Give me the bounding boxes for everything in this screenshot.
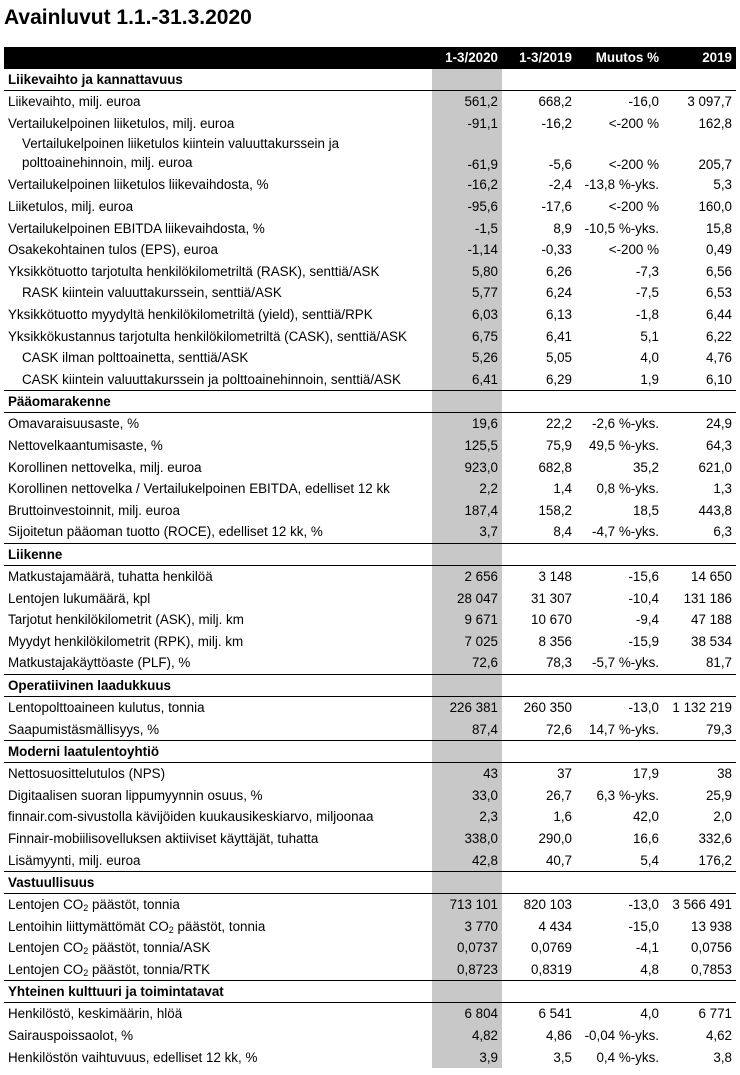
value-current-period: 72,6 (432, 652, 502, 674)
value-change: 0,8 %-yks. (596, 481, 659, 497)
section-title: Vastuullisuus (4, 871, 432, 893)
empty-cell (576, 674, 663, 696)
key-figures-table (4, 47, 736, 1068)
value-previous-period: 260 350 (523, 699, 572, 715)
table-row (4, 609, 736, 631)
section-title: Yhteinen kulttuuri ja toimintatavat (4, 981, 432, 1003)
value-previous-period: 72,6 (545, 721, 572, 737)
section-title: Moderni laatulentoyhtiö (4, 740, 432, 762)
value-change: 0,4 %-yks. (596, 1049, 659, 1065)
value-change: -13,8 %-yks. (584, 177, 659, 193)
row-label: Myydyt henkilökilometrit (RPK), milj. km (8, 633, 244, 649)
empty-cell (663, 391, 736, 413)
value-change: -7,5 (635, 285, 659, 301)
value-current-period: 42,8 (432, 849, 502, 871)
value-year: 0,7853 (691, 961, 732, 977)
value-year: 621,0 (698, 459, 732, 475)
value-previous-period: 8 356 (538, 633, 572, 649)
value-current-period: 3,7 (432, 521, 502, 543)
empty-cell (663, 871, 736, 893)
section-header-row (4, 391, 736, 413)
table-row (4, 762, 736, 784)
value-current-period: 0,0737 (432, 937, 502, 959)
value-change: -2,6 %-yks. (592, 416, 659, 432)
value-current-period: 43 (432, 762, 502, 784)
value-year: 160,0 (698, 199, 732, 215)
value-previous-period: 0,8319 (531, 961, 572, 977)
section-header-row (4, 674, 736, 696)
value-current-period: -61,9 (432, 134, 502, 174)
row-label: Sairauspoissaolot, % (8, 1028, 134, 1044)
value-current-period: -91,1 (432, 113, 502, 135)
value-previous-period: -0,33 (541, 242, 572, 258)
table-row (4, 261, 736, 283)
table-row (4, 587, 736, 609)
value-year: 162,8 (698, 115, 732, 131)
section-title: Pääomarakenne (4, 391, 432, 413)
empty-cell (576, 981, 663, 1003)
value-previous-period: -5,6 (548, 157, 572, 173)
table-row (4, 1046, 736, 1068)
highlight-cell (432, 981, 502, 1003)
table-row (4, 282, 736, 304)
column-header-change: Muutos % (576, 47, 663, 69)
value-change: <-200 % (608, 242, 659, 258)
table-row (4, 696, 736, 718)
table-row (4, 478, 736, 500)
row-label: Bruttoinvestoinnit, milj. euroa (8, 502, 180, 518)
value-year: 4,76 (705, 350, 732, 366)
value-current-period: 561,2 (432, 91, 502, 113)
row-label: Tarjotut henkilökilometrit (ASK), milj. km (8, 612, 244, 628)
value-year: 6,53 (705, 285, 732, 301)
value-year: 64,3 (705, 438, 732, 454)
highlight-cell (432, 391, 502, 413)
row-label: finnair.com-sivustolla kävijöiden kuukausikeskiarvo, miljoonaa (8, 809, 374, 825)
value-year: 3 566 491 (672, 897, 732, 913)
empty-cell (576, 391, 663, 413)
empty-cell (576, 871, 663, 893)
value-previous-period: 6,13 (545, 307, 572, 323)
value-change: -0,04 %-yks. (584, 1028, 659, 1044)
table-row (4, 915, 736, 937)
row-label: Yksikkötuotto tarjotulta henkilökilometriltä (RASK), senttiä/ASK (8, 263, 380, 279)
row-label: Omavaraisuusaste, % (8, 416, 139, 432)
value-change: -10,5 %-yks. (584, 220, 659, 236)
table-row (4, 652, 736, 674)
column-header-year: 2019 (663, 47, 736, 69)
value-year: 6 771 (698, 1006, 732, 1022)
value-change: 35,2 (632, 459, 659, 475)
value-year: 6,3 (713, 524, 732, 540)
highlight-cell (432, 69, 502, 91)
highlight-cell (432, 674, 502, 696)
table-row (4, 217, 736, 239)
value-change: -1,8 (635, 307, 659, 323)
value-change: 4,0 (640, 350, 659, 366)
value-change: 14,7 %-yks. (589, 721, 659, 737)
value-year: 24,9 (705, 416, 732, 432)
value-change: 4,0 (640, 1006, 659, 1022)
row-label: Matkustajamäärä, tuhatta henkilöä (8, 568, 213, 584)
value-change: -4,1 (635, 940, 659, 956)
value-previous-period: 78,3 (545, 655, 572, 671)
row-label: Vertailukelpoinen liiketulos kiintein valuuttakurssein ja polttoainehinnoin, milj. euroa (22, 136, 340, 171)
table-row (4, 806, 736, 828)
value-current-period: 5,26 (432, 347, 502, 369)
value-previous-period: 1,4 (553, 481, 572, 497)
value-year: 14 650 (691, 568, 732, 584)
value-previous-period: 1,6 (553, 809, 572, 825)
row-label: Lentojen $CO_2$ päästöt, tonnia/ASK (8, 940, 211, 957)
value-previous-period: 6,26 (545, 263, 572, 279)
row-label: Henkilöstö, keskimäärin, hlöä (8, 1006, 183, 1022)
value-year: 79,3 (705, 721, 732, 737)
empty-cell (502, 981, 576, 1003)
value-previous-period: 5,05 (545, 350, 572, 366)
table-row (4, 134, 736, 174)
empty-cell (502, 740, 576, 762)
value-year: 1 132 219 (672, 699, 732, 715)
value-year: 3 097,7 (687, 94, 732, 110)
value-previous-period: 37 (557, 766, 572, 782)
table-row (4, 893, 736, 915)
table-row (4, 239, 736, 261)
value-change: 4,8 (640, 961, 659, 977)
column-header-current-period: 1-3/2020 (432, 47, 502, 69)
value-current-period: 7 025 (432, 630, 502, 652)
value-change: 16,6 (632, 830, 659, 846)
value-change: -13,0 (628, 897, 659, 913)
value-year: 6,56 (705, 263, 732, 279)
value-current-period: 19,6 (432, 413, 502, 435)
value-previous-period: 10 670 (531, 612, 572, 628)
empty-cell (502, 543, 576, 565)
value-change: 18,5 (632, 502, 659, 518)
value-change: 5,1 (640, 328, 659, 344)
empty-cell (663, 981, 736, 1003)
table-row (4, 196, 736, 218)
empty-cell (576, 740, 663, 762)
empty-cell (502, 674, 576, 696)
value-change: -7,3 (635, 263, 659, 279)
value-change: -16,0 (628, 94, 659, 110)
table-row (4, 828, 736, 850)
value-previous-period: 0,0769 (531, 940, 572, 956)
value-change: -15,9 (628, 633, 659, 649)
value-current-period: 6,03 (432, 304, 502, 326)
empty-cell (663, 740, 736, 762)
value-current-period: 923,0 (432, 456, 502, 478)
row-label: Vertailukelpoinen EBITDA liikevaihdosta, % (8, 220, 265, 236)
highlight-cell (432, 543, 502, 565)
section-title: Liikevaihto ja kannattavuus (4, 69, 432, 91)
value-previous-period: 26,7 (545, 787, 572, 803)
row-label: RASK kiintein valuuttakurssein, senttiä/ASK (22, 285, 282, 301)
row-label: Lentojen $CO_2$ päästöt, tonnia/RTK (8, 961, 211, 978)
value-change: 5,4 (640, 852, 659, 868)
table-row (4, 500, 736, 522)
highlight-cell (432, 871, 502, 893)
empty-cell (663, 674, 736, 696)
row-label: Lentojen lukumäärä, kpl (8, 590, 151, 606)
value-change: 1,9 (640, 371, 659, 387)
value-previous-period: -17,6 (541, 199, 572, 215)
value-previous-period: 8,4 (553, 524, 572, 540)
value-current-period: 3 770 (432, 915, 502, 937)
value-year: 25,9 (705, 787, 732, 803)
table-row (4, 521, 736, 543)
value-year: 6,10 (705, 371, 732, 387)
value-previous-period: 820 103 (523, 897, 572, 913)
value-change: <-200 % (608, 115, 659, 131)
row-label: Lentopolttoaineen kulutus, tonnia (8, 699, 205, 715)
value-current-period: -1,14 (432, 239, 502, 261)
empty-cell (502, 391, 576, 413)
row-label: Finnair-mobiilisovelluksen aktiiviset käyttäjät, tuhatta (8, 830, 319, 846)
table-row (4, 565, 736, 587)
page-title: Avainluvut 1.1.-31.3.2020 (4, 6, 252, 29)
row-label: Liiketulos, milj. euroa (8, 199, 134, 215)
value-year: 4,62 (705, 1028, 732, 1044)
value-year: 38 534 (691, 633, 732, 649)
row-label: Nettosuosittelutulos (NPS) (8, 766, 166, 782)
section-header-row (4, 740, 736, 762)
value-previous-period: 75,9 (545, 438, 572, 454)
row-label: Lentoihin liittymättömät $CO_2$ päästöt, tonnia (8, 918, 266, 935)
value-current-period: 2,2 (432, 478, 502, 500)
section-header-row (4, 543, 736, 565)
value-year: 5,3 (713, 177, 732, 193)
value-current-period: 187,4 (432, 500, 502, 522)
empty-cell (502, 871, 576, 893)
row-label: Henkilöstön vaihtuvuus, edelliset 12 kk, % (8, 1049, 258, 1065)
row-label: Liikevaihto, milj. euroa (8, 94, 141, 110)
table-row (4, 849, 736, 871)
value-previous-period: -16,2 (541, 115, 572, 131)
value-change: -15,6 (628, 568, 659, 584)
value-year: 3,8 (713, 1049, 732, 1065)
row-label: Vertailukelpoinen liiketulos liikevaihdosta, % (8, 177, 269, 193)
row-label: Lentojen $CO_2$ päästöt, tonnia (8, 897, 180, 914)
row-label: Korollinen nettovelka / Vertailukelpoinen EBITDA, edelliset 12 kk (8, 481, 390, 497)
table-row (4, 347, 736, 369)
value-current-period: 125,5 (432, 435, 502, 457)
value-current-period: 713 101 (432, 893, 502, 915)
value-previous-period: 3 148 (538, 568, 572, 584)
value-previous-period: 4,86 (545, 1028, 572, 1044)
section-title: Operatiivinen laadukkuus (4, 674, 432, 696)
value-year: 15,8 (705, 220, 732, 236)
value-current-period: 6,41 (432, 369, 502, 391)
highlight-cell (432, 740, 502, 762)
value-change: -13,0 (628, 699, 659, 715)
value-year: 6,44 (705, 307, 732, 323)
row-label: CASK ilman polttoainetta, senttiä/ASK (22, 350, 249, 366)
value-change: -10,4 (628, 590, 659, 606)
table-row (4, 1025, 736, 1047)
value-previous-period: 40,7 (545, 852, 572, 868)
row-label: Matkustajakäyttöaste (PLF), % (8, 655, 191, 671)
section-header-row (4, 871, 736, 893)
value-previous-period: 3,5 (553, 1049, 572, 1065)
row-label: Saapumistäsmällisyys, % (8, 721, 160, 737)
value-year: 13 938 (691, 918, 732, 934)
table-row (4, 784, 736, 806)
value-year: 2,0 (713, 809, 732, 825)
value-previous-period: 6,41 (545, 328, 572, 344)
value-previous-period: 8,9 (553, 220, 572, 236)
value-current-period: 338,0 (432, 828, 502, 850)
value-previous-period: 6 541 (538, 1006, 572, 1022)
row-label: Osakekohtainen tulos (EPS), euroa (8, 242, 218, 258)
table-row (4, 369, 736, 391)
value-previous-period: 682,8 (538, 459, 572, 475)
value-year: 0,0756 (691, 940, 732, 956)
row-label: Lisämyynti, milj. euroa (8, 852, 141, 868)
value-current-period: 226 381 (432, 696, 502, 718)
table-body (4, 69, 736, 1068)
value-change: -9,4 (635, 612, 659, 628)
table-row (4, 959, 736, 981)
value-year: 0,49 (705, 242, 732, 258)
value-previous-period: 668,2 (538, 94, 572, 110)
row-label: Nettovelkaantumisaste, % (8, 438, 163, 454)
empty-cell (576, 543, 663, 565)
value-current-period: -16,2 (432, 174, 502, 196)
row-label: Yksikkökustannus tarjotulta henkilökilometriltä (CASK), senttiä/ASK (8, 328, 407, 344)
value-change: -4,7 %-yks. (592, 524, 659, 540)
value-change: 42,0 (632, 809, 659, 825)
empty-cell (502, 69, 576, 91)
value-previous-period: -2,4 (548, 177, 572, 193)
row-label: Vertailukelpoinen liiketulos, milj. euroa (8, 115, 235, 131)
table-row (4, 937, 736, 959)
value-current-period: 0,8723 (432, 959, 502, 981)
empty-cell (576, 69, 663, 91)
empty-cell (663, 543, 736, 565)
section-title: Liikenne (4, 543, 432, 565)
value-current-period: 9 671 (432, 609, 502, 631)
table-row (4, 456, 736, 478)
value-current-period: 33,0 (432, 784, 502, 806)
table-row (4, 174, 736, 196)
value-year: 6,22 (705, 328, 732, 344)
value-current-period: 3,9 (432, 1046, 502, 1068)
column-header-label (4, 47, 432, 69)
row-label: CASK kiintein valuuttakurssein ja polttoainehinnoin, senttiä/ASK (22, 371, 401, 387)
value-previous-period: 4 434 (538, 918, 572, 934)
value-year: 1,3 (713, 481, 732, 497)
value-previous-period: 22,2 (545, 416, 572, 432)
value-year: 47 188 (691, 612, 732, 628)
value-current-period: 2,3 (432, 806, 502, 828)
value-year: 205,7 (698, 157, 732, 173)
value-year: 131 186 (683, 590, 732, 606)
value-year: 176,2 (698, 852, 732, 868)
value-current-period: 6,75 (432, 325, 502, 347)
value-year: 443,8 (698, 502, 732, 518)
value-current-period: 2 656 (432, 565, 502, 587)
value-change: 17,9 (632, 766, 659, 782)
value-change: -5,7 %-yks. (592, 655, 659, 671)
value-previous-period: 6,24 (545, 285, 572, 301)
table-header-row (4, 47, 736, 69)
table-row (4, 325, 736, 347)
table-row (4, 91, 736, 113)
column-header-previous-period: 1-3/2019 (502, 47, 576, 69)
value-previous-period: 6,29 (545, 371, 572, 387)
value-previous-period: 158,2 (538, 502, 572, 518)
value-current-period: 28 047 (432, 587, 502, 609)
value-current-period: 5,80 (432, 261, 502, 283)
value-previous-period: 290,0 (538, 830, 572, 846)
row-label: Digitaalisen suoran lippumyynnin osuus, % (8, 787, 263, 803)
value-current-period: 6 804 (432, 1003, 502, 1025)
row-label: Korollinen nettovelka, milj. euroa (8, 459, 202, 475)
row-label: Yksikkötuotto myydyltä henkilökilometriltä (yield), senttiä/RPK (8, 307, 373, 323)
section-header-row (4, 981, 736, 1003)
value-change: 49,5 %-yks. (589, 438, 659, 454)
section-header-row (4, 69, 736, 91)
value-year: 332,6 (698, 830, 732, 846)
value-change: 6,3 %-yks. (596, 787, 659, 803)
table-row (4, 113, 736, 135)
table-row (4, 718, 736, 740)
value-current-period: -95,6 (432, 196, 502, 218)
value-change: <-200 % (608, 157, 659, 173)
table-row (4, 413, 736, 435)
value-current-period: -1,5 (432, 217, 502, 239)
value-change: <-200 % (608, 199, 659, 215)
value-previous-period: 31 307 (531, 590, 572, 606)
table-row (4, 304, 736, 326)
value-current-period: 87,4 (432, 718, 502, 740)
value-year: 81,7 (705, 655, 732, 671)
row-label: Sijoitetun pääoman tuotto (ROCE), edelliset 12 kk, % (8, 524, 323, 540)
value-current-period: 5,77 (432, 282, 502, 304)
table-row (4, 1003, 736, 1025)
empty-cell (663, 69, 736, 91)
value-change: -15,0 (628, 918, 659, 934)
value-current-period: 4,82 (432, 1025, 502, 1047)
value-year: 38 (717, 766, 732, 782)
table-row (4, 630, 736, 652)
table-row (4, 435, 736, 457)
